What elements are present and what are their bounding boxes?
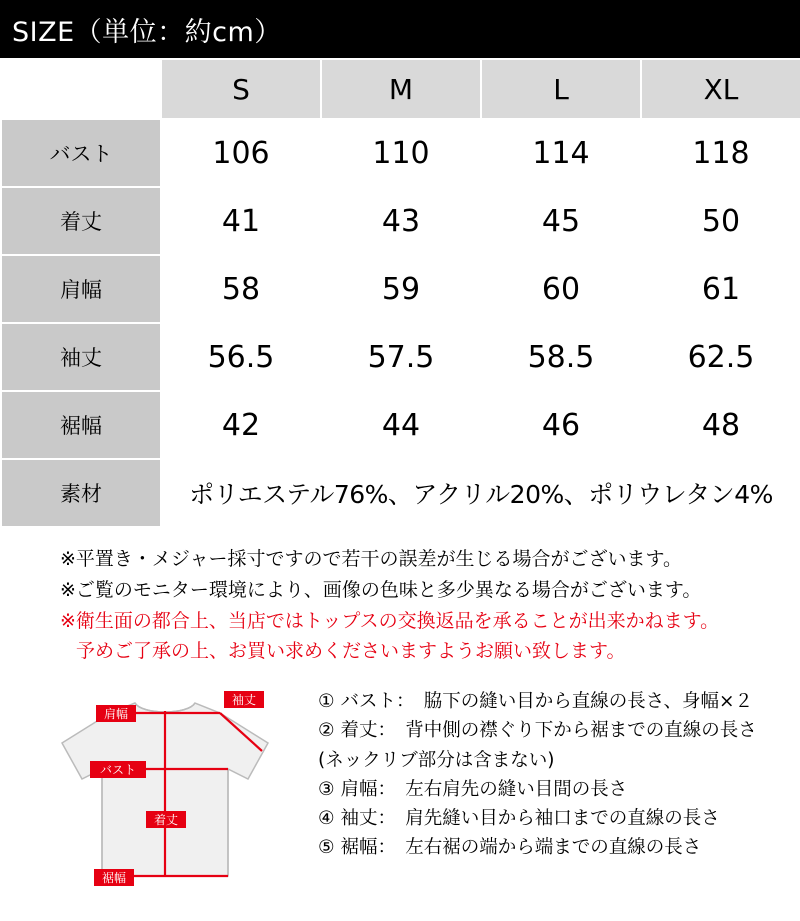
cell-length-m: 43 [321,187,481,255]
cell-sleeve-xl: 62.5 [641,323,800,391]
cell-shoulder-xl: 61 [641,255,800,323]
size-table [0,58,800,528]
cell-length-l: 45 [481,187,641,255]
label-bust: バスト [99,763,137,778]
row-label-shoulder: 肩幅 [1,255,161,323]
definitions-list [310,681,800,921]
definition-shoulder: ③ 肩幅： 左右肩先の縫い目間の長さ [318,778,628,800]
table-header-xl: XL [641,59,800,119]
cell-bust-xl: 118 [641,119,800,187]
cell-hem-s: 42 [161,391,321,459]
cell-length-s: 41 [161,187,321,255]
cell-bust-l: 114 [481,119,641,187]
label-sleeve: 袖丈 [231,693,257,708]
cell-sleeve-s: 56.5 [161,323,321,391]
note-no-returns-continued: 予めご了承の上、お買い求めくださいますようお願い致します。 [76,640,626,663]
cell-hem-l: 46 [481,391,641,459]
cell-shoulder-s: 58 [161,255,321,323]
table-header-m: M [321,59,481,119]
cell-bust-s: 106 [161,119,321,187]
cell-hem-m: 44 [321,391,481,459]
tshirt-diagram [40,681,310,921]
label-length: 着丈 [153,813,179,828]
table-row [1,119,800,187]
note-no-returns: ※衛生面の都合上、当店ではトップスの交換返品を承ることが出来かねます。 [60,609,720,632]
label-hem: 裾幅 [101,871,127,886]
definition-length-note: (ネックリブ部分は含まない) [318,749,555,771]
cell-length-xl: 50 [641,187,800,255]
note-measurement-tolerance: ※平置き・メジャー採寸ですので若干の誤差が生じる場合がございます。 [60,548,683,570]
size-header [0,0,800,58]
definition-sleeve: ④ 袖丈： 肩先縫い目から袖口までの直線の長さ [318,807,720,829]
label-shoulder: 肩幅 [103,707,129,722]
cell-shoulder-l: 60 [481,255,641,323]
table-row [1,323,800,391]
table-row [1,255,800,323]
table-header-l: L [481,59,641,119]
definition-bust: ① バスト： 脇下の縫い目から直線の長さ、身幅×２ [318,691,753,713]
table-header-row [1,59,800,119]
page-title: SIZE（単位：約cm） [12,16,282,48]
definition-length: ② 着丈： 背中側の襟ぐり下から裾までの直線の長さ [318,720,757,742]
notes-block [0,528,800,667]
row-label-material: 素材 [1,459,161,527]
row-label-bust: バスト [1,119,161,187]
cell-material-value: ポリエステル76%、アクリル20%、ポリウレタン4% [161,459,800,527]
table-row [1,391,800,459]
bottom-section [0,681,800,921]
cell-shoulder-m: 59 [321,255,481,323]
table-row [1,187,800,255]
cell-sleeve-l: 58.5 [481,323,641,391]
definition-hem: ⑤ 裾幅： 左右裾の端から端までの直線の長さ [318,837,702,859]
row-label-hem: 裾幅 [1,391,161,459]
cell-sleeve-m: 57.5 [321,323,481,391]
note-monitor-color: ※ご覧のモニター環境により、画像の色味と多少異なる場合がございます。 [60,578,702,601]
cell-bust-m: 110 [321,119,481,187]
table-header-s: S [161,59,321,119]
table-header-blank [1,59,161,119]
row-label-length: 着丈 [1,187,161,255]
tshirt-diagram-svg [40,681,310,911]
table-row-material [1,459,800,527]
cell-hem-xl: 48 [641,391,800,459]
row-label-sleeve: 袖丈 [1,323,161,391]
